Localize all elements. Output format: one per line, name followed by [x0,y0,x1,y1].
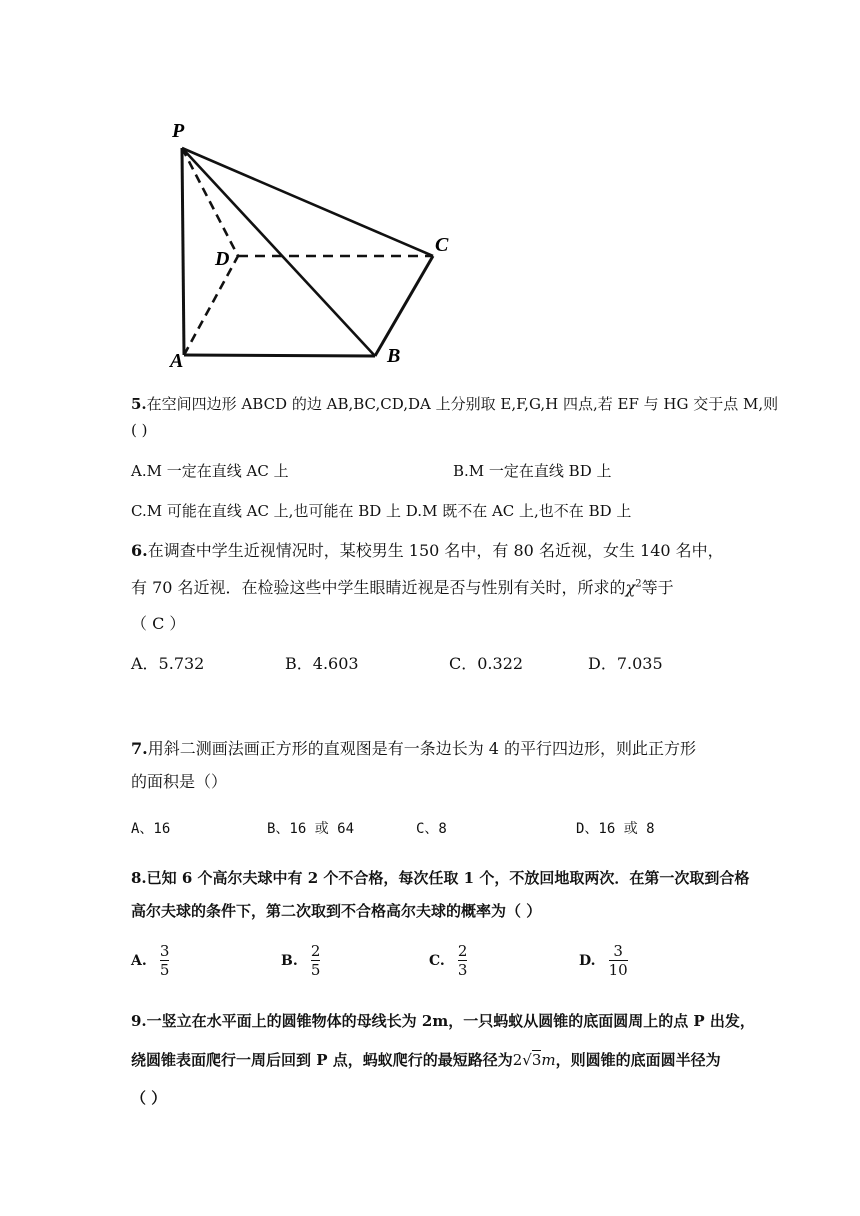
sqrt-sign-icon: √ [522,1051,532,1069]
denominator: 10 [608,961,628,979]
q6-option-b: B．4.603 [285,654,359,673]
label-D: D [215,248,230,270]
q7-line2: 的面积是（） [131,772,228,791]
q8-option-c-label: C. [429,952,445,969]
q7-option-b: B、16 或 64 [267,821,355,837]
numerator: 3 [159,942,170,960]
q7-option-c: C、8 [416,821,447,837]
q6-option-c: C．0.322 [449,654,524,673]
q9-line1: 一竖立在水平面上的圆锥物体的母线长为 2m，一只蚂蚁从圆锥的底面圆周上的点 P 出发， [146,1012,755,1030]
edge-AB [184,355,375,356]
q8-option-b [281,942,320,979]
q9-paren: （ ） [131,1089,167,1107]
edge-BC [375,256,433,356]
numerator: 3 [613,942,623,960]
q9-math [513,1050,556,1069]
q5-option-cd: C.M 可能在直线 AC 上,也可能在 BD 上 D.M 既不在 AC 上,也不在 BD 上 [131,502,632,520]
q7-number: 7. [131,739,148,758]
denominator: 5 [310,961,321,979]
q6-chi-exponent: 2 [635,578,642,590]
q6-line1: 在调查中学生近视情况时，某校男生 150 名中，有 80 名近视，女生 140 名中， [147,541,724,560]
q9-math-coefficient: 2 [512,1051,523,1069]
q9-line2-pre: 绕圆锥表面爬行一周后回到 P 点，蚂蚁爬行的最短路径为 [131,1051,513,1069]
q8-number: 8. [131,869,147,887]
q8-option-b-fraction [311,942,321,979]
q8-option-c [429,942,467,979]
q8-option-d-fraction [609,942,628,979]
q8-option-a [131,942,169,979]
q6-option-a: A．5.732 [131,654,205,673]
numerator: 2 [310,942,321,960]
label-A: A [170,350,184,372]
q6-line2-pre: 有 70 名近视．在检验这些中学生眼睛近视是否与性别有关时，所求的 [131,578,626,597]
q7-option-d: D、16 或 8 [576,821,655,837]
q8-option-d [579,942,628,979]
edge-AD [184,256,238,355]
q5-option-a: A.M 一定在直线 AC 上 [131,462,289,480]
q6-line2-post: 等于 [641,578,674,597]
edge-PD [182,148,238,256]
q7-option-a: A、16 [131,821,171,837]
q8-option-a-fraction [160,942,170,979]
q6-number: 6. [131,541,148,560]
q8-line2: 高尔夫球的条件下，第二次取到不合格高尔夫球的概率为（ ） [131,902,542,920]
q5-text: 在空间四边形 ABCD 的边 AB,BC,CD,DA 上分别取 E,F,G,H 四点,若 EF 与 HG 交于点 M,则 [146,395,779,413]
q5-option-b: B.M 一定在直线 BD 上 [453,462,612,480]
denominator: 3 [457,961,468,979]
denominator: 5 [159,961,170,979]
q9-number: 9. [131,1012,147,1030]
pyramid-figure [160,110,470,375]
q9-line2-post: ，则圆锥的底面圆半径为 [555,1051,721,1069]
q8-option-c-fraction [458,942,468,979]
q8-option-a-label: A. [131,952,147,969]
q5-paren: ( ) [131,421,148,439]
q8-line1: 已知 6 个高尔夫球中有 2 个不合格，每次任取 1 个，不放回地取两次．在第一次取到合格 [146,869,750,887]
q5-number: 5. [131,395,147,413]
q9-math-unit: m [541,1051,556,1069]
edge-PA [182,148,184,355]
q6-option-d: D．7.035 [588,654,663,673]
q8-option-d-label: D. [579,952,596,969]
edge-PB [182,148,375,356]
q8-option-b-label: B. [281,952,298,969]
edge-PC [182,148,433,256]
numerator: 2 [457,942,468,960]
q7-line1: 用斜二测画法画正方形的直观图是有一条边长为 4 的平行四边形，则此正方形 [147,739,697,758]
label-B: B [387,345,401,367]
q9-math-radicand: 3 [531,1051,542,1069]
label-C: C [435,234,449,256]
q6-answer: （ C ） [131,614,186,633]
q6-chi-symbol: χ [625,578,636,597]
label-P: P [172,120,185,142]
